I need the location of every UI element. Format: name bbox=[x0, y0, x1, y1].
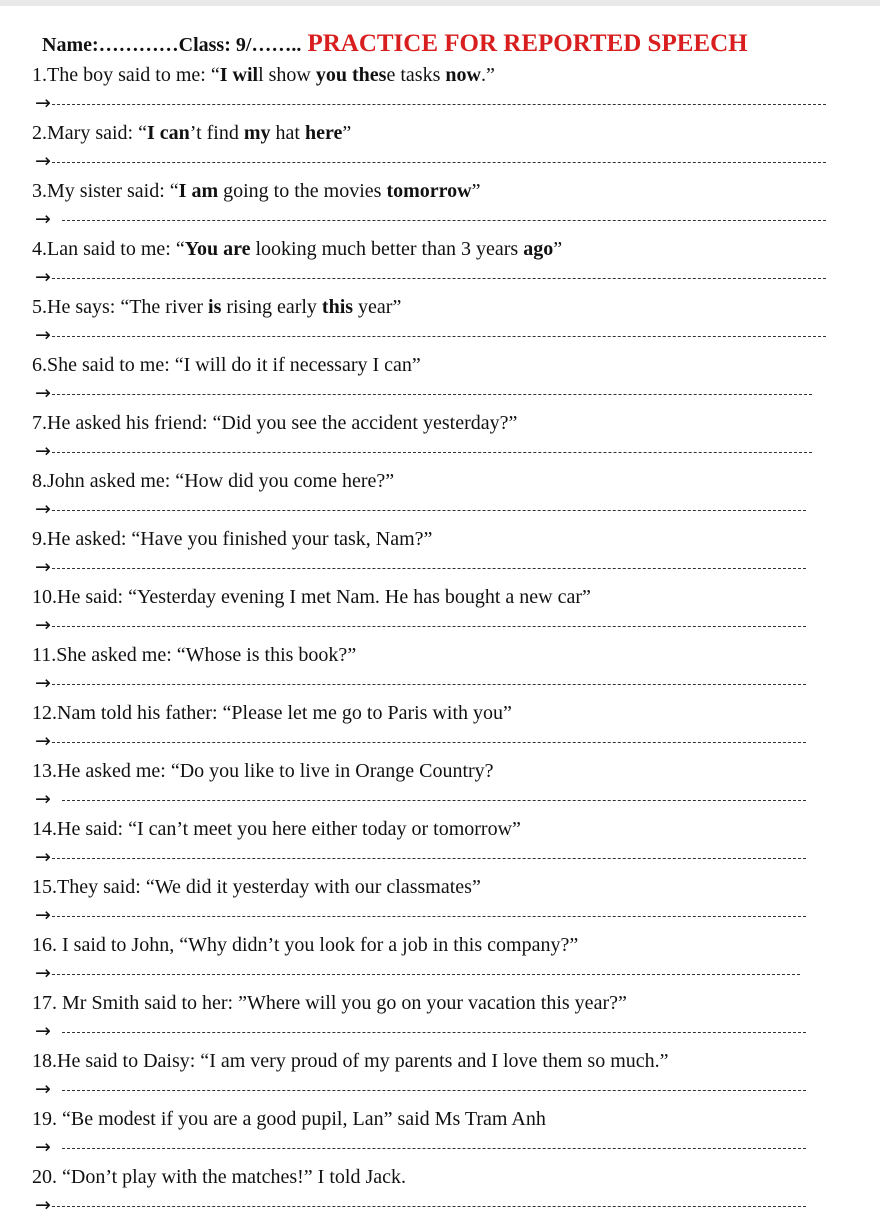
question-text-part: 12.Nam told his father: “Please let me go to Paris with you” bbox=[32, 702, 512, 724]
emphasized-word: I am bbox=[178, 180, 219, 202]
emphasized-word: this bbox=[321, 296, 354, 318]
question-text-part: rising early bbox=[221, 296, 322, 318]
arrow-right-icon: → bbox=[35, 324, 51, 346]
question-item bbox=[32, 1106, 546, 1160]
emphasized-word: now bbox=[445, 64, 481, 86]
question-text-part: 11.She asked me: “Whose is this book?” bbox=[32, 644, 357, 666]
question-item bbox=[32, 700, 512, 754]
answer-line[interactable] bbox=[32, 150, 351, 174]
question-text-part: looking much better than 3 years bbox=[250, 238, 524, 260]
question-text-part: 7.He asked his friend: “Did you see the accident yesterday?” bbox=[32, 412, 518, 434]
dashed-answer-line bbox=[52, 568, 806, 569]
question-text bbox=[32, 1106, 546, 1132]
emphasized-word: I can bbox=[146, 122, 190, 144]
question-text-part: 14.He said: “I can’t meet you here either today or tomorrow” bbox=[32, 818, 521, 840]
answer-line[interactable] bbox=[32, 730, 512, 754]
question-item bbox=[32, 584, 591, 638]
arrow-right-icon: → bbox=[35, 1194, 51, 1216]
dashed-answer-line bbox=[62, 1090, 806, 1091]
question-text-part: 20. “Don’t play with the matches!” I told Jack. bbox=[32, 1166, 406, 1188]
question-text-part: 8.John asked me: “How did you come here?” bbox=[32, 470, 395, 492]
question-text bbox=[32, 874, 481, 900]
dashed-answer-line bbox=[52, 336, 826, 337]
dashed-answer-line bbox=[52, 974, 800, 975]
arrow-right-icon: → bbox=[35, 150, 51, 172]
answer-line[interactable] bbox=[32, 382, 421, 406]
question-text-part: 5.He says: “The river bbox=[32, 296, 209, 318]
dashed-answer-line bbox=[52, 1206, 806, 1207]
question-text-part: hat bbox=[270, 122, 305, 144]
answer-line[interactable] bbox=[32, 1194, 406, 1218]
arrow-right-icon: → bbox=[35, 1078, 51, 1100]
emphasized-word: my bbox=[243, 122, 271, 144]
answer-line[interactable] bbox=[32, 92, 495, 116]
question-item bbox=[32, 526, 432, 580]
answer-line[interactable] bbox=[32, 208, 480, 232]
question-item bbox=[32, 236, 562, 290]
question-item bbox=[32, 1048, 669, 1102]
question-text bbox=[32, 178, 480, 204]
question-text bbox=[32, 1048, 669, 1074]
answer-line[interactable] bbox=[32, 1020, 627, 1044]
question-text bbox=[32, 468, 394, 494]
question-text bbox=[32, 758, 494, 784]
question-item bbox=[32, 990, 627, 1044]
arrow-right-icon: → bbox=[35, 498, 51, 520]
answer-line[interactable] bbox=[32, 266, 562, 290]
answer-line[interactable] bbox=[32, 1136, 546, 1160]
question-text bbox=[32, 584, 591, 610]
question-text-part: 6.She said to me: “I will do it if necessary I can” bbox=[32, 354, 421, 376]
dashed-answer-line bbox=[52, 510, 806, 511]
emphasized-word: thes bbox=[352, 64, 387, 86]
answer-line[interactable] bbox=[32, 614, 591, 638]
dashed-answer-line bbox=[52, 278, 826, 279]
question-text-part: ” bbox=[553, 238, 563, 260]
question-item bbox=[32, 294, 401, 348]
dashed-answer-line bbox=[52, 394, 812, 395]
question-text bbox=[32, 1164, 406, 1190]
dashed-answer-line bbox=[52, 104, 826, 105]
question-text-part: 17. Mr Smith said to her: ”Where will you go on your vacation this year?” bbox=[32, 992, 627, 1014]
emphasized-word: You are bbox=[184, 238, 251, 260]
dashed-answer-line bbox=[62, 800, 806, 801]
question-text-part: 4.Lan said to me: “ bbox=[32, 238, 185, 260]
question-item bbox=[32, 178, 480, 232]
question-text bbox=[32, 410, 517, 436]
answer-line[interactable] bbox=[32, 1078, 669, 1102]
question-text bbox=[32, 526, 432, 552]
question-item bbox=[32, 62, 495, 116]
arrow-right-icon: → bbox=[35, 1020, 51, 1042]
question-item bbox=[32, 642, 356, 696]
question-text-part: ” bbox=[471, 180, 481, 202]
question-text-part: ” bbox=[342, 122, 352, 144]
question-text bbox=[32, 642, 356, 668]
arrow-right-icon: → bbox=[35, 1136, 51, 1158]
arrow-right-icon: → bbox=[35, 208, 51, 230]
question-text-part: year” bbox=[353, 296, 402, 318]
question-text bbox=[32, 120, 351, 146]
question-text-part: l show bbox=[258, 64, 316, 86]
question-text-part: 13.He asked me: “Do you like to live in Orange Country? bbox=[32, 760, 494, 782]
question-text bbox=[32, 932, 578, 958]
question-item bbox=[32, 410, 517, 464]
answer-line[interactable] bbox=[32, 788, 494, 812]
dashed-answer-line bbox=[52, 916, 806, 917]
dashed-answer-line bbox=[52, 858, 806, 859]
emphasized-word: tomorrow bbox=[386, 180, 472, 202]
question-item bbox=[32, 874, 481, 928]
top-edge bbox=[0, 0, 880, 6]
question-text bbox=[32, 816, 521, 842]
question-item bbox=[32, 816, 521, 870]
arrow-right-icon: → bbox=[35, 904, 51, 926]
answer-line[interactable] bbox=[32, 904, 481, 928]
question-text bbox=[32, 236, 562, 262]
emphasized-word: is bbox=[208, 296, 222, 318]
question-text bbox=[32, 990, 627, 1016]
dashed-answer-line bbox=[52, 452, 812, 453]
answer-line[interactable] bbox=[32, 672, 356, 696]
question-text bbox=[32, 294, 401, 320]
arrow-right-icon: → bbox=[35, 788, 51, 810]
question-text-part: 9.He asked: “Have you finished your task, Nam?” bbox=[32, 528, 433, 550]
dashed-answer-line bbox=[62, 1148, 806, 1149]
question-text bbox=[32, 62, 495, 88]
arrow-right-icon: → bbox=[35, 266, 51, 288]
question-text-part: 19. “Be modest if you are a good pupil, Lan” said Ms Tram Anh bbox=[32, 1108, 546, 1130]
answer-line[interactable] bbox=[32, 498, 394, 522]
question-text-part: .” bbox=[480, 64, 495, 86]
worksheet-title: PRACTICE FOR REPORTED SPEECH bbox=[307, 30, 748, 57]
arrow-right-icon: → bbox=[35, 962, 51, 984]
worksheet-header bbox=[42, 30, 748, 58]
emphasized-word: here bbox=[304, 122, 343, 144]
arrow-right-icon: → bbox=[35, 92, 51, 114]
emphasized-word: wil bbox=[232, 64, 259, 86]
dashed-answer-line bbox=[52, 626, 806, 627]
question-text-part: 18.He said to Daisy: “I am very proud of my parents and I love them so much.” bbox=[32, 1050, 669, 1072]
arrow-right-icon: → bbox=[35, 382, 51, 404]
dashed-answer-line bbox=[52, 162, 826, 163]
question-text-part: 3.My sister said: “ bbox=[32, 180, 179, 202]
arrow-right-icon: → bbox=[35, 672, 51, 694]
question-text bbox=[32, 700, 512, 726]
arrow-right-icon: → bbox=[35, 440, 51, 462]
dashed-answer-line bbox=[62, 220, 826, 221]
question-item bbox=[32, 120, 351, 174]
question-item bbox=[32, 758, 494, 812]
dashed-answer-line bbox=[52, 684, 806, 685]
question-item bbox=[32, 932, 578, 986]
question-text-part: 16. I said to John, “Why didn’t you look for a job in this company?” bbox=[32, 934, 579, 956]
dashed-answer-line bbox=[62, 1032, 806, 1033]
answer-line[interactable] bbox=[32, 440, 517, 464]
answer-line[interactable] bbox=[32, 556, 432, 580]
dashed-answer-line bbox=[52, 742, 806, 743]
emphasized-word: I bbox=[219, 64, 228, 86]
arrow-right-icon: → bbox=[35, 556, 51, 578]
question-text-part: 1.The boy said to me: “ bbox=[32, 64, 220, 86]
question-item bbox=[32, 352, 421, 406]
class-label: Class: 9/…….. bbox=[178, 34, 302, 56]
question-text-part: 15.They said: “We did it yesterday with our classmates” bbox=[32, 876, 481, 898]
question-text-part: 10.He said: “Yesterday evening I met Nam. He has bought a new car” bbox=[32, 586, 591, 608]
emphasized-word: ago bbox=[523, 238, 554, 260]
answer-line[interactable] bbox=[32, 846, 521, 870]
emphasized-word: you bbox=[315, 64, 348, 86]
question-item bbox=[32, 1164, 406, 1218]
question-text bbox=[32, 352, 421, 378]
question-text-part: 2.Mary said: “ bbox=[32, 122, 147, 144]
arrow-right-icon: → bbox=[35, 614, 51, 636]
question-text-part: e tasks bbox=[386, 64, 446, 86]
arrow-right-icon: → bbox=[35, 730, 51, 752]
question-item bbox=[32, 468, 394, 522]
answer-line[interactable] bbox=[32, 324, 401, 348]
arrow-right-icon: → bbox=[35, 846, 51, 868]
answer-line[interactable] bbox=[32, 962, 578, 986]
question-text-part: ’t find bbox=[189, 122, 244, 144]
question-text-part: going to the movies bbox=[218, 180, 387, 202]
name-label: Name:………… bbox=[42, 34, 179, 56]
